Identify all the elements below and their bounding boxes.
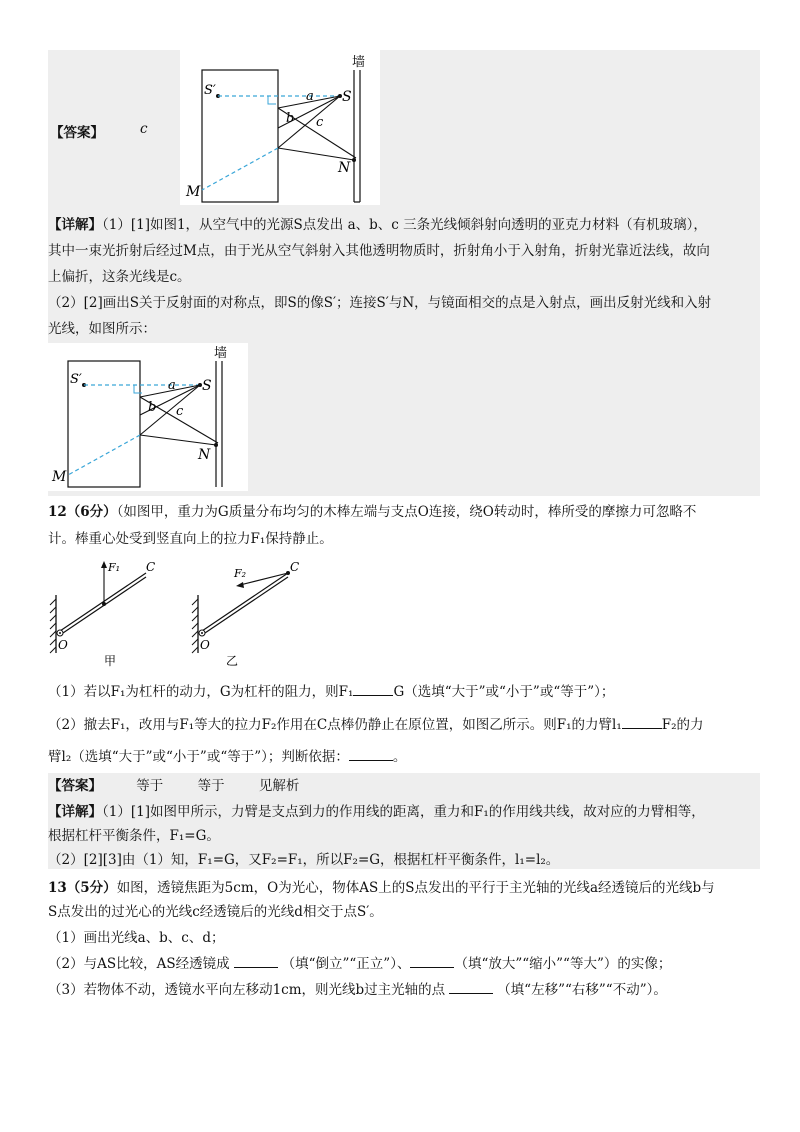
- q12-answer-3: 见解析: [258, 778, 300, 794]
- q12-stem-line-1: 12（6分）（如图甲，重力为G质量分布均匀的木棒左端与支点O连接，绕O转动时，棒所受的摩擦力可忽略不: [48, 504, 697, 520]
- s-image-label: S′: [204, 83, 216, 98]
- q11-figure-1: [180, 50, 380, 205]
- q13-blank-2[interactable]: [410, 953, 454, 968]
- q12-sub1: （1）若以F₁为杠杆的动力，G为杠杆的阻力，则F₁ G（选填“大于”或“小于”或“等于”）；: [48, 679, 760, 705]
- q11-detail-line-3: 上偏折，这条光线是c。: [48, 269, 191, 285]
- q11-answer-label: 【答案】: [50, 125, 104, 141]
- q11-detail-line-4: （2）[2]画出S关于反射面的对称点，即S的像S′；连接S′与N，与镜面相交的点是入射点，画出反射光线和入射: [48, 295, 712, 311]
- q12-stem-line-2: 计。棒重心处受到竖直向上的拉力F₁保持静止。: [48, 531, 333, 547]
- svg-text:M: M: [52, 469, 67, 485]
- n-label: N: [338, 160, 351, 176]
- q12-blank-2[interactable]: [622, 714, 662, 729]
- ray-a-label: a: [306, 89, 314, 104]
- q11-detail-line-2: 其中一束光折射后经过M点，由于光从空气斜射入其他透明物质时，折射角小于入射角，折射光靠近法线，故向: [48, 243, 710, 259]
- jia-caption: 甲: [104, 654, 117, 668]
- q12-answer-2: 等于: [197, 778, 225, 794]
- q13-blank-3[interactable]: [449, 979, 493, 994]
- q13-sub2: （2）与AS比较，AS经透镜成 （填“倒立”“正立”）、 （填“放大”“缩小”“等大”）的实像；: [48, 951, 760, 977]
- jia-o-label: O: [58, 638, 68, 652]
- q12-sub2-line-2: 臂l₂（选填“大于”或“小于”或“等于”）；判断依据： 。: [48, 744, 760, 770]
- q12-figure-yi: [190, 555, 320, 670]
- yi-f2-label: F₂: [234, 567, 247, 580]
- s-label: S: [342, 89, 352, 105]
- q12-detail-line-3: （2）[2][3]由（1）知，F₁=G，又F₂=F₁，所以F₂=G，根据杠杆平衡条件，l₁=l₂。: [48, 852, 560, 868]
- q12-detail-label: 【详解】: [48, 804, 102, 820]
- q12-detail-line-2: 根据杠杆平衡条件，F₁=G。: [48, 828, 220, 844]
- svg-text:c: c: [176, 404, 184, 419]
- svg-text:a: a: [168, 378, 176, 393]
- yi-c-label: C: [290, 560, 300, 574]
- q12-blank-1[interactable]: [353, 681, 393, 696]
- q13-sub1: （1）画出光线a、b、c、d；: [48, 930, 225, 946]
- q11-detail-label: 【详解】: [48, 217, 102, 233]
- q11-answer-value: c: [140, 121, 148, 137]
- yi-caption: 乙: [226, 654, 239, 668]
- yi-o-label: O: [200, 638, 210, 652]
- wall-label: 墙: [352, 55, 366, 70]
- q11-detail-line-1: 【详解】（1）[1]如图1，从空气中的光源S点发出 a、b、c 三条光线倾斜射向透明的亚克力材料（有机玻璃），: [48, 217, 707, 233]
- svg-text:墙: 墙: [214, 346, 228, 361]
- q12-figure-jia: [48, 555, 178, 670]
- q13-stem-line-1: 13（5分）如图，透镜焦距为5cm，O为光心，物体AS上的S点发出的平行于主光轴的光线a经透镜后的光线b与: [48, 880, 715, 896]
- q12-answer-1: 等于: [136, 778, 164, 794]
- q11-figure-2: [48, 343, 248, 491]
- svg-text:S′: S′: [70, 372, 82, 387]
- m-label: M: [186, 184, 201, 200]
- ray-b-label: b: [286, 111, 295, 126]
- svg-text:b: b: [148, 400, 157, 415]
- q12-blank-3[interactable]: [349, 746, 393, 761]
- q12-answer-row: [48, 773, 299, 799]
- q12-answer-label: 【答案】: [48, 778, 102, 794]
- q12-detail-line-1: 【详解】（1）[1]如图甲所示，力臂是支点到力的作用线的距离，重力和F₁的作用线共线，故对应的力臂相等，: [48, 804, 705, 820]
- jia-f1-label: F₁: [108, 561, 121, 574]
- q13-number: 13（5分）: [48, 880, 117, 896]
- svg-text:S: S: [202, 378, 212, 394]
- q13-stem-line-2: S点发出的过光心的光线c经透镜后的光线d相交于点S′。: [48, 904, 383, 920]
- ray-c-label: c: [316, 115, 324, 130]
- jia-c-label: C: [146, 560, 156, 574]
- q13-sub3: （3）若物体不动，透镜水平向左移动1cm，则光线b过主光轴的点 （填“左移”“右移”“不动”）。: [48, 977, 760, 1003]
- q11-detail-line-5: 光线，如图所示：: [48, 321, 156, 337]
- q12-number: 12（6分）: [48, 504, 117, 520]
- q13-blank-1[interactable]: [234, 953, 278, 968]
- q12-sub2-line-1: （2）撤去F₁，改用与F₁等大的拉力F₂作用在C点棒仍静止在原位置，如图乙所示。则F₁的力臂l₁ F₂的力: [48, 712, 760, 738]
- svg-text:N: N: [198, 447, 211, 463]
